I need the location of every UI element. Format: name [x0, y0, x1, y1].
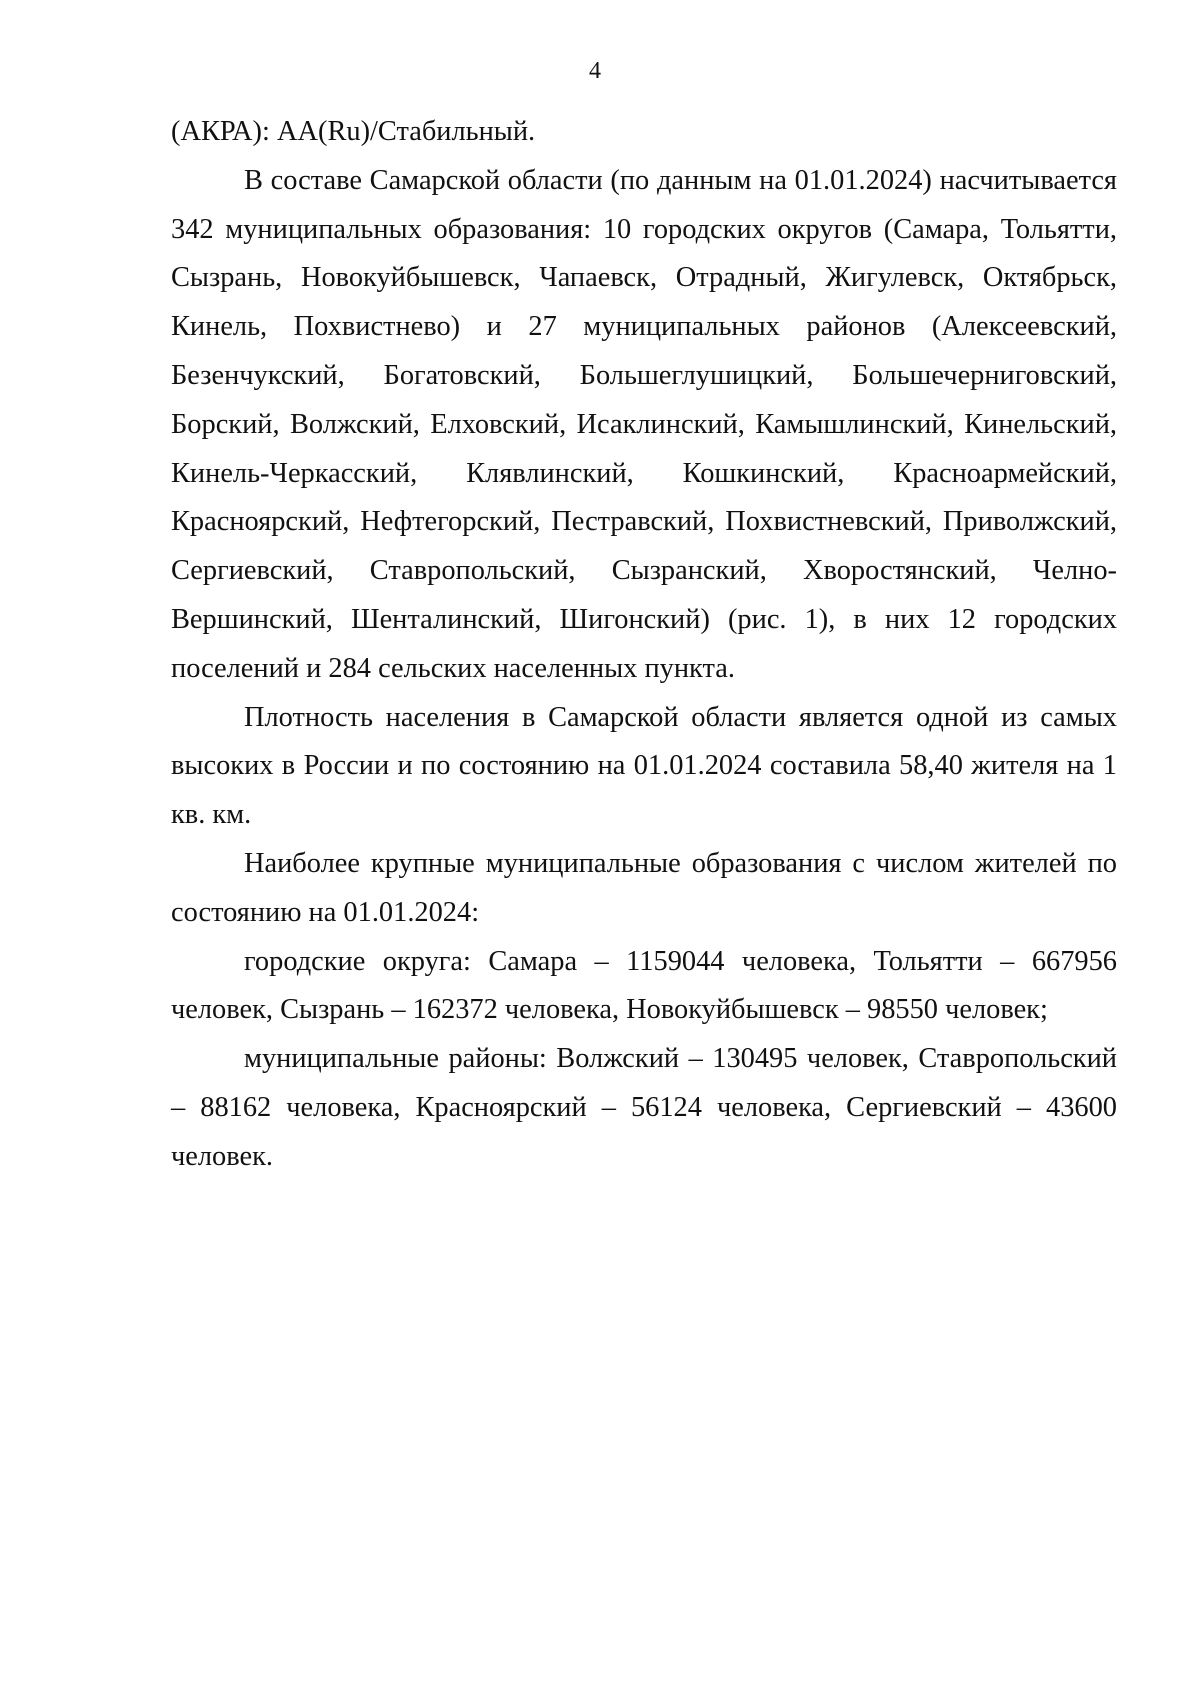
paragraph-population-density: Плотность населения в Самарской области является одной из самых высоких в России и по состоянию на 01.01.2024 составила 58,40 жителя на 1 кв. км. — [171, 701, 1117, 831]
paragraph-rating-continuation: (АКРА): AA(Ru)/Стабильный. — [171, 116, 536, 147]
page-number: 4 — [589, 58, 601, 84]
paragraph-municipal-districts: муниципальные районы: Волжский – 130495 человек, Ставропольский – 88162 человека, Красноярский – 56124 человека, Сергиевский – 43600 человек. — [171, 1043, 1117, 1172]
document-body — [171, 108, 1117, 1182]
paragraph-municipal-composition: В составе Самарской области (по данным на 01.01.2024) насчитывается 342 муниципальных образования: 10 городских округов (Самара, Тольятти, Сызрань, Новокуйбышевск, Чапаевск, Отрадный, Жигулевск, Октябрьск, Кинель, Похвистнево) и 27 муниципальных районов (Алексеевский, Безенчукский, Богатовский, Большеглушицкий, Большечерниговский, Борский, Волжский, Елховский, Исаклинский, Камышлинский, Кинельский, Кинель-Черкасский, Клявлинский, Кошкинский, Красноармейский, Красноярский, Нефтегорский, Пестравский, Похвистневский, Приволжский, Сергиевский, Ставропольский, Сызранский, Хворостянский, Челно-Вершинский, Шенталинский, Шигонский) (рис. 1), в них 12 городских поселений и 284 сельских населенных пункта. — [171, 164, 1117, 684]
paragraph-largest-municipalities-intro: Наиболее крупные муниципальные образования с числом жителей по состоянию на 01.01.2024: — [171, 847, 1117, 928]
paragraph-urban-districts: городские округа: Самара – 1159044 человека, Тольятти – 667956 человек, Сызрань – 162372 человека, Новокуйбышевск – 98550 человек; — [171, 945, 1117, 1026]
